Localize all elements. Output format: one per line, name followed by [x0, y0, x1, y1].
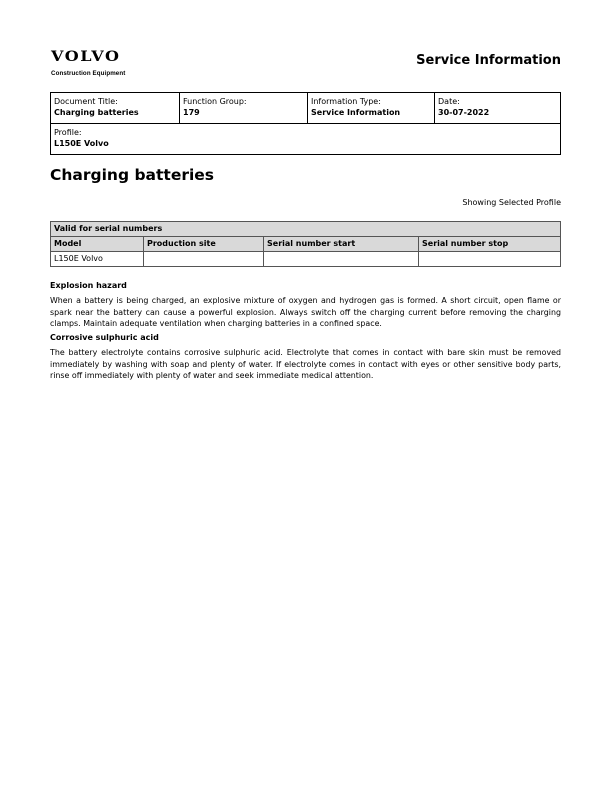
document-metadata-table — [50, 92, 561, 155]
table-caption-row — [51, 222, 561, 237]
metadata-label: Document Title: — [54, 97, 118, 106]
table-cell: L150E Volvo — [51, 252, 144, 267]
document-body — [50, 280, 561, 384]
section-paragraph: When a battery is being charged, an explosive mixture of oxygen and hydrogen gas is formed. A short circuit, open flame or spark near the battery can cause a powerful explosion. Always switch off the charging current before removing the charging clamps. Maintain adequate ventilation when charging batteries in a confined space. — [50, 296, 561, 328]
table-cell — [419, 252, 561, 267]
page-title: Charging batteries — [50, 166, 215, 184]
table-row — [51, 252, 561, 267]
metadata-row — [51, 93, 560, 123]
logo-wordmark: VOLVO — [51, 48, 121, 65]
metadata-label: Information Type: — [311, 97, 381, 106]
volvo-logo — [51, 50, 125, 77]
profile-note: Showing Selected Profile — [462, 198, 561, 207]
table-cell — [144, 252, 264, 267]
metadata-document-title — [51, 93, 179, 123]
metadata-row — [51, 123, 560, 154]
section-corrosive-acid — [50, 332, 561, 381]
column-header-serial-stop: Serial number stop — [419, 237, 561, 252]
section-paragraph: The battery electrolyte contains corrosive sulphuric acid. Electrolyte that comes in contact with bare skin must be removed immediately by washing with soap and plenty of water. If electrolyte comes in contact with eyes or other sensitive body parts, rinse off immediately with plenty of water and seek immediate medical attention. — [50, 348, 561, 381]
document-type-heading: Service Information — [416, 53, 561, 68]
table-cell — [264, 252, 419, 267]
table-caption: Valid for serial numbers — [51, 222, 561, 237]
section-heading: Corrosive sulphuric acid — [50, 333, 159, 343]
metadata-value: 30-07-2022 — [438, 108, 490, 117]
metadata-function-group — [179, 93, 307, 123]
serial-number-table — [50, 221, 561, 267]
metadata-information-type — [307, 93, 434, 123]
metadata-label: Function Group: — [183, 97, 247, 106]
column-header-production-site: Production site — [144, 237, 264, 252]
logo-subtitle: Construction Equipment — [51, 70, 126, 77]
column-header-model: Model — [51, 237, 144, 252]
metadata-profile — [51, 124, 560, 154]
metadata-value: Service Information — [311, 108, 401, 117]
metadata-date — [434, 93, 560, 123]
metadata-label: Date: — [438, 97, 460, 106]
metadata-label: Profile: — [54, 128, 82, 137]
column-header-serial-start: Serial number start — [264, 237, 419, 252]
metadata-value: L150E Volvo — [54, 139, 109, 148]
table-header-row — [51, 237, 561, 252]
section-explosion-hazard — [50, 280, 561, 329]
metadata-value: Charging batteries — [54, 108, 139, 117]
metadata-value: 179 — [183, 108, 200, 117]
section-heading: Explosion hazard — [50, 281, 127, 290]
